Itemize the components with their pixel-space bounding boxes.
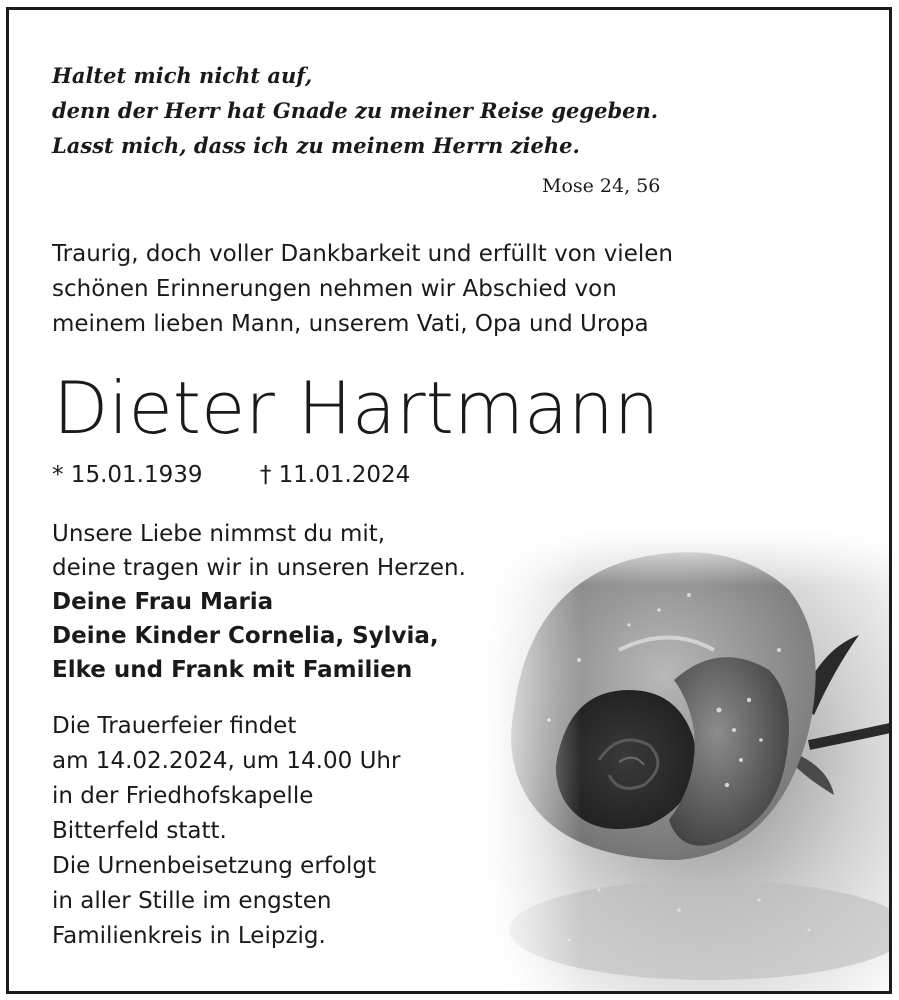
service-line: am 14.02.2024, um 14.00 Uhr	[52, 748, 401, 774]
intro-line: Traurig, doch voller Dankbarkeit und erfüllt von vielen	[52, 241, 673, 267]
poem-line: Unsere Liebe nimmst du mit,	[52, 521, 386, 547]
bible-verse	[52, 58, 658, 163]
intro-text	[52, 237, 673, 342]
verse-line: Haltet mich nicht auf,	[52, 63, 313, 88]
birth-date: * 15.01.1939	[52, 462, 203, 488]
rose-image	[479, 530, 889, 991]
service-line: Die Urnenbeisetzung erfolgt	[52, 853, 376, 879]
deceased-name: Dieter Hartmann	[53, 366, 660, 450]
poem-line: deine tragen wir in unseren Herzen.	[52, 555, 466, 581]
family-line: Deine Kinder Cornelia, Sylvia,	[52, 623, 439, 649]
service-line: Familienkreis in Leipzig.	[52, 923, 326, 949]
service-line: Die Trauerfeier findet	[52, 713, 297, 739]
verse-line: Lasst mich, dass ich zu meinem Herrn ziehe.	[52, 133, 580, 158]
death-date: † 11.01.2024	[259, 462, 411, 488]
service-line: in aller Stille im engsten	[52, 888, 332, 914]
verse-reference: Mose 24, 56	[542, 175, 661, 197]
service-line: in der Friedhofskapelle	[52, 783, 314, 809]
service-line: Bitterfeld statt.	[52, 818, 227, 844]
intro-line: meinem lieben Mann, unserem Vati, Opa und Uropa	[52, 311, 649, 337]
family-signature	[52, 585, 439, 687]
family-line: Elke und Frank mit Familien	[52, 657, 413, 683]
poem-text	[52, 517, 466, 585]
obituary-notice	[6, 7, 892, 994]
family-line: Deine Frau Maria	[52, 589, 274, 615]
service-info	[52, 709, 400, 954]
verse-line: denn der Herr hat Gnade zu meiner Reise gegeben.	[52, 98, 659, 123]
life-dates	[52, 462, 410, 488]
intro-line: schönen Erinnerungen nehmen wir Abschied von	[52, 276, 617, 302]
